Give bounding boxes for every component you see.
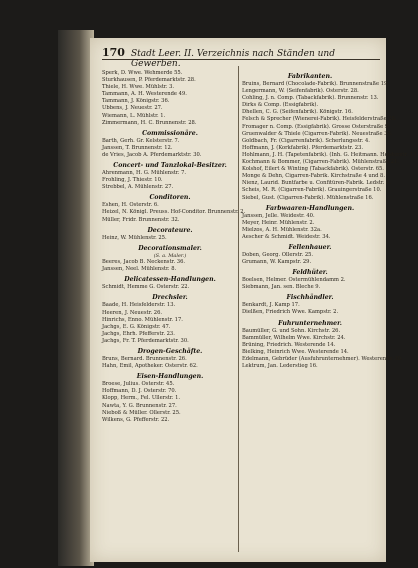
directory-entry: Aescher & Schmidt. Weidestr. 34. [242,233,331,240]
directory-entry: Dirks & Comp. (Essigfabrik). [242,102,319,109]
directory-entry: Benkardt, J. Kamp 17. [242,302,300,309]
directory-entry: Grumann, W. Kampstr. 29. [242,259,312,266]
directory-entry: Nawta, Y. G. Brunnenstr. 27. [102,402,177,409]
section-heading: Drogen-Geschäfte. [137,348,203,356]
directory-entry: Jachgs, E. G. Königstr. 47. [102,323,171,330]
directory-entry: Ahrenmann, H. G. Mühlenstr. 7. [102,170,187,177]
directory-entry: Tammann, A. H. Westerende 49. [102,91,187,98]
directory-entry: Jachgs, Fr. T. Pferdemarktstr. 30. [102,337,189,344]
left-column [102,70,246,424]
directory-entry: Hoffmann, J. (Korkfabrik). Pferdemarktstr. 23. [242,144,364,151]
directory-entry: Strebbel, A. Mühlenstr. 27. [102,184,174,191]
directory-entry: Gruenwalder & Thiele (Cigarren-Fabrik). Neuestraße 35. [242,130,393,137]
directory-entry: Heeren, J. Neuestr. 26. [102,309,163,316]
directory-entry: Kochmann & Bommer, (Cigarren-Fabrik). Mühlenstraße 21. [242,159,400,166]
directory-entry: Eshen, H. Osterstr. 6. [102,202,159,209]
directory-entry: Boelsen, Helmer. Ostermühlendamm 2. [242,277,346,284]
section-heading: Fellenhauer. [288,243,332,251]
directory-entry: Monge & Dehn, Cigarren-Fabrik. Kirchstraße 4 und 8. [242,173,386,180]
section-heading: Fischhändler. [286,294,334,302]
directory-entry: Lektrum, Jan. Lederstieg 16. [242,363,318,369]
directory-entry: Baade, H. Heisfelderstr. 13. [102,302,176,309]
directory-entry: Ubbens, J. Neuestr. 27. [102,105,163,112]
directory-entry: Beeres, Jacob B. Neckenstr. 36. [102,259,186,266]
directory-entry: Bruins, Bernard (Chocolade-Fabrik). Brunnenstraße 19. [242,81,389,87]
section-heading: Delicatessen-Handlungen. [124,276,216,284]
directory-entry: Zimmermann, H. C. Brunnenstr. 28. [102,119,197,126]
column-divider [238,66,239,552]
directory-entry: Kolshof, Eilert & Winting (Tabackfabrik). Osterstr. 65. [242,166,384,173]
directory-entry: Wiemann, L. Mühlstr. 1. [102,112,166,119]
book-gutter [58,30,94,566]
section-note: (S. a. Maler.) [153,252,187,259]
directory-entry: Schmidt, Hemme G. Osterstr. 22. [102,284,190,291]
section-heading: Commissionäre. [142,129,198,137]
directory-entry: Janssen, T. Brunnenstr. 12. [102,144,173,151]
directory-entry: Frohling, J. Thiestr. 10. [102,177,163,184]
directory-entry: Dielßen, Friedrich Wwe. Kampstr. 2. [242,309,339,316]
directory-entry: Klopp, Herm., Fel. Ullerstr. 1. [102,395,181,402]
directory-entry: Hohlmann, J. H. (Tapetenfabrik). (Inh. G. Heitmann. Heisterstr. 13. [242,151,418,158]
page-header [102,46,380,69]
directory-entry: Broese, Julius. Osterstr. 45. [102,381,175,388]
directory-entry: Lengermann, W. (Seifenfabrik). Osterstr. 28. [242,88,359,95]
section-heading: Decorationsmaler. [138,244,202,252]
directory-entry: Mielzos, A. H. Mühlenstr. 32a. [242,226,322,233]
document-page [90,38,418,562]
directory-entry: Siebel, Gust. (Cigarren-Fabrik). Mühlenstraße 16. [242,194,374,201]
section-heading: Farbwaaren-Handlungen. [265,204,355,212]
directory-entry: Hahn, Emil, Apotheker. Osterstr. 62. [102,363,198,370]
section-heading: Eisen-Handlungen. [136,373,204,381]
directory-entry: Fromager n. Comp. (Essigfabrik). Grosse Osterstraße 9. [242,123,390,130]
section-heading: Fabrikanten. [287,73,333,80]
directory-entry: Siebmann, Jan. sen. Bleche 9. [242,284,321,291]
directory-entry: Scheis, M. R. (Cigarren-Fabrik). Grauingerstraße 10. [242,187,382,194]
right-column [242,70,418,370]
directory-entry: Hinrichs, Enno. Mühlenstr. 17. [102,316,183,323]
header-title: Stadt Leer. II. Verzeichnis nach Ständen und Gewerben. [130,49,335,69]
directory-entry: Dhellen, C. G. (Seifenfabrik). Königstr. 16. [242,109,353,116]
directory-entry: Baumüller, G. und Sohn. Kirchstr. 26. [242,327,341,334]
directory-entry: Jachgs, Ehrh. Pfefferstr. 23. [102,330,175,337]
section-heading: Concert- und Tanzlokal-Besitzer. [113,162,227,170]
directory-entry: Heinz, W. Mühlenstr. 25. [102,234,167,241]
directory-entry: Nieboß & Müller. Ollerstr. 25. [102,409,181,416]
directory-entry: Bammüller, Wilhelm Wwe. Kirchstr. 24. [242,334,346,341]
section-heading: Decorateure. [147,226,193,234]
directory-entry: Meyer, Heinr. Mühlenstr. 2. [242,219,315,226]
directory-entry: Goldbach, Fr. (Cigarrenfabrik). Scherlungsstr. 4. [242,137,370,144]
section-heading: Fuhrunternehmer. [278,319,342,327]
directory-entry: Doben, Georg. Ollerstr. 25. [242,251,314,258]
section-heading: Drechsler. [152,294,188,302]
directory-entry: Thiele, H. Wwe. Mühlstr. 3. [102,84,175,91]
directory-entry: Janssen, Jelle. Weidestr. 40. [242,212,315,219]
directory-entry: de Vries, Jacob A. Pferdemarktstr. 30. [102,151,202,158]
directory-entry: Barth, Gerh. Gr. Kelsterstr. 7. [102,137,180,144]
directory-entry: Wilkens, G. Pfefferstr. 22. [102,416,170,423]
directory-entry: Heizel, N. Königl. Preuss. Hof-Conditor. Brunnenstr. 2. [102,209,246,216]
directory-entry: Tammann, J. Königstr. 36. [102,98,170,105]
directory-entry: Sperk, D. Wwe. Wehmerde 55. [102,70,183,76]
directory-entry: Cohling, J. n. Comp. (Tabackfabrik). Brunnenstr. 13. [242,95,379,102]
directory-entry: Müller, Fridr. Brunnenstr. 32. [102,216,180,223]
directory-entry: Brüning, Friedrich. Westerende 14. [242,341,336,348]
directory-entry: Janssen, Neel. Mühlenstr. 8. [102,266,177,273]
page-number: 170 [102,46,125,59]
directory-entry: Edelmann, Gebrüder (Ausfuhrunternehmer). Westerende 30. [242,355,403,362]
section-heading: Conditoren. [149,194,191,202]
section-heading: Feldhüter. [292,269,328,277]
directory-entry: Felsch & Sprecher (Wienerei-Fabrik). Heisfelderstraße 28. [242,116,397,123]
directory-entry: Bielking, Heinrich Wwe. Westerende 14. [242,348,349,355]
directory-entry: Bruns, Bernard. Brunnenstr. 26. [102,356,187,363]
directory-entry: Nienz, Laurid. Buntfarbe u. Confitüren-Fabrik. Ledstr. 8. [242,180,391,187]
directory-entry: Hoffmann, D. J. Osterstr. 70. [102,388,177,395]
directory-entry: Sturkhausen, P. Pferdemarktstr. 28. [102,77,196,84]
